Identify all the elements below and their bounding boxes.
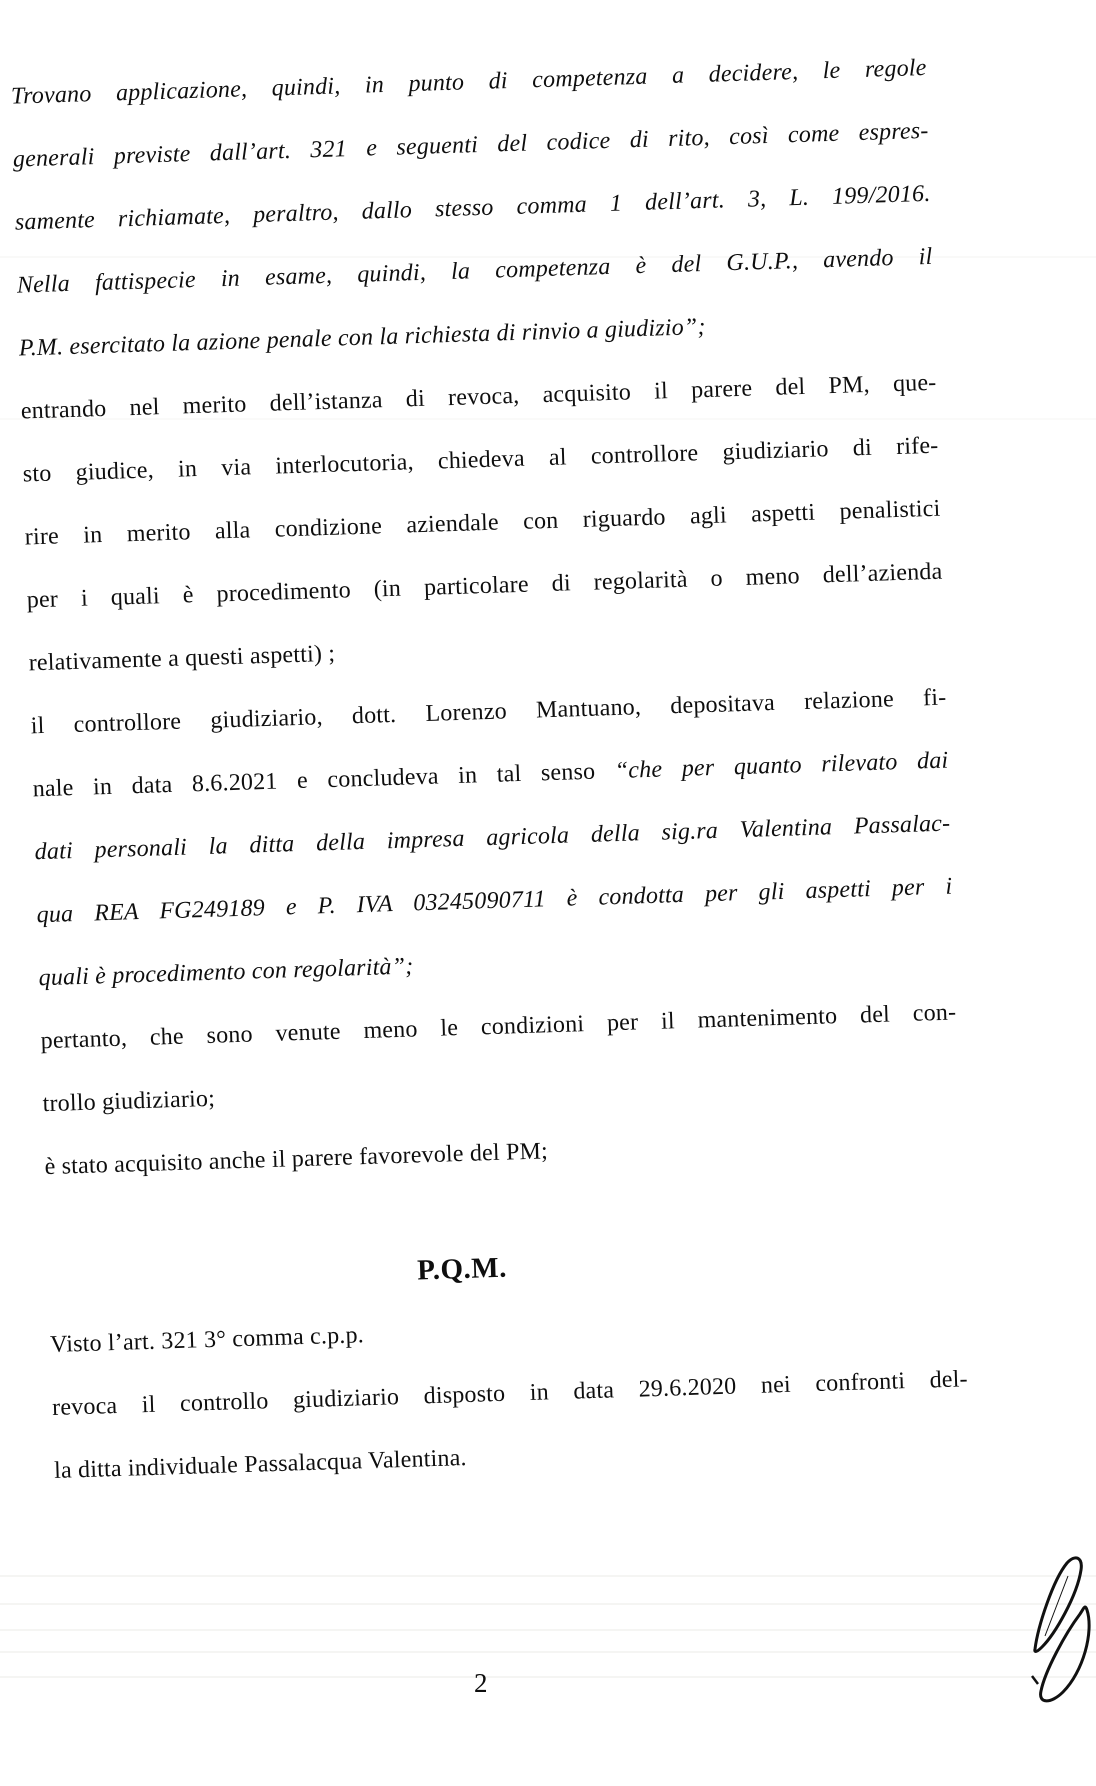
scan-streak bbox=[0, 1603, 1096, 1605]
pqm-heading: P.Q.M. bbox=[416, 1251, 508, 1287]
line-regular-segment: nale in data 8.6.2021 e concludeva in tal senso bbox=[32, 758, 616, 803]
document-line: revoca il controllo giudiziario disposto in data 29.6.2020 nei confronti del- bbox=[51, 1366, 969, 1422]
page-number: 2 bbox=[474, 1668, 488, 1698]
document-line: Trovano applicazione, quindi, in punto di competenza a decidere, le regole bbox=[10, 54, 927, 110]
document-line: P.M. esercitato la azione penale con la richiesta di rinvio a giudizio”; bbox=[18, 313, 706, 362]
scan-streak bbox=[0, 1575, 1096, 1577]
document-line: dati personali la ditta della impresa agricola della sig.ra Valentina Passalac- bbox=[34, 810, 951, 866]
scan-streak bbox=[0, 1676, 1096, 1678]
document-line: trollo giudiziario; bbox=[42, 1085, 216, 1118]
document-line: entrando nel merito dell’istanza di revoca, acquisito il parere del PM, que- bbox=[20, 369, 937, 425]
document-line: sto giudice, in via interlocutoria, chiedeva al controllore giudiziario di rife- bbox=[22, 432, 939, 488]
line-quoted-segment: “che per quanto rilevato dai bbox=[614, 747, 949, 785]
document-line: pertanto, che sono venute meno le condizioni per il mantenimento del con- bbox=[40, 999, 957, 1055]
document-line: per i quali è procedimento (in particolare di regolarità o meno dell’azienda bbox=[26, 558, 943, 614]
document-line: è stato acquisito anche il parere favorevole del PM; bbox=[44, 1138, 549, 1181]
document-line: la ditta individuale Passalacqua Valentina. bbox=[53, 1445, 468, 1484]
document-text-block bbox=[0, 37, 971, 1503]
document-line: quali è procedimento con regolarità”; bbox=[38, 953, 414, 992]
document-line: il controllore giudiziario, dott. Lorenzo Mantuano, depositava relazione fi- bbox=[30, 684, 947, 740]
document-line: relativamente a questi aspetti) ; bbox=[28, 640, 336, 677]
document-line: rire in merito alla condizione aziendale con riguardo agli aspetti penalistici bbox=[24, 495, 941, 551]
scan-streak bbox=[0, 1629, 1096, 1631]
scan-streak bbox=[0, 1651, 1096, 1653]
document-line: samente richiamate, peraltro, dallo stesso comma 1 dell’art. 3, L. 199/2016. bbox=[14, 180, 931, 236]
document-line: Nella fattispecie in esame, quindi, la competenza è del G.U.P., avendo il bbox=[16, 243, 933, 299]
document-line: qua REA FG249189 e P. IVA 03245090711 è condotta per gli aspetti per i bbox=[36, 873, 953, 929]
document-line: generali previste dall’art. 321 e seguenti del codice di rito, così come espres- bbox=[12, 117, 929, 173]
signature-icon bbox=[1024, 1552, 1094, 1708]
document-line: Visto l’art. 321 3° comma c.p.p. bbox=[49, 1322, 365, 1359]
